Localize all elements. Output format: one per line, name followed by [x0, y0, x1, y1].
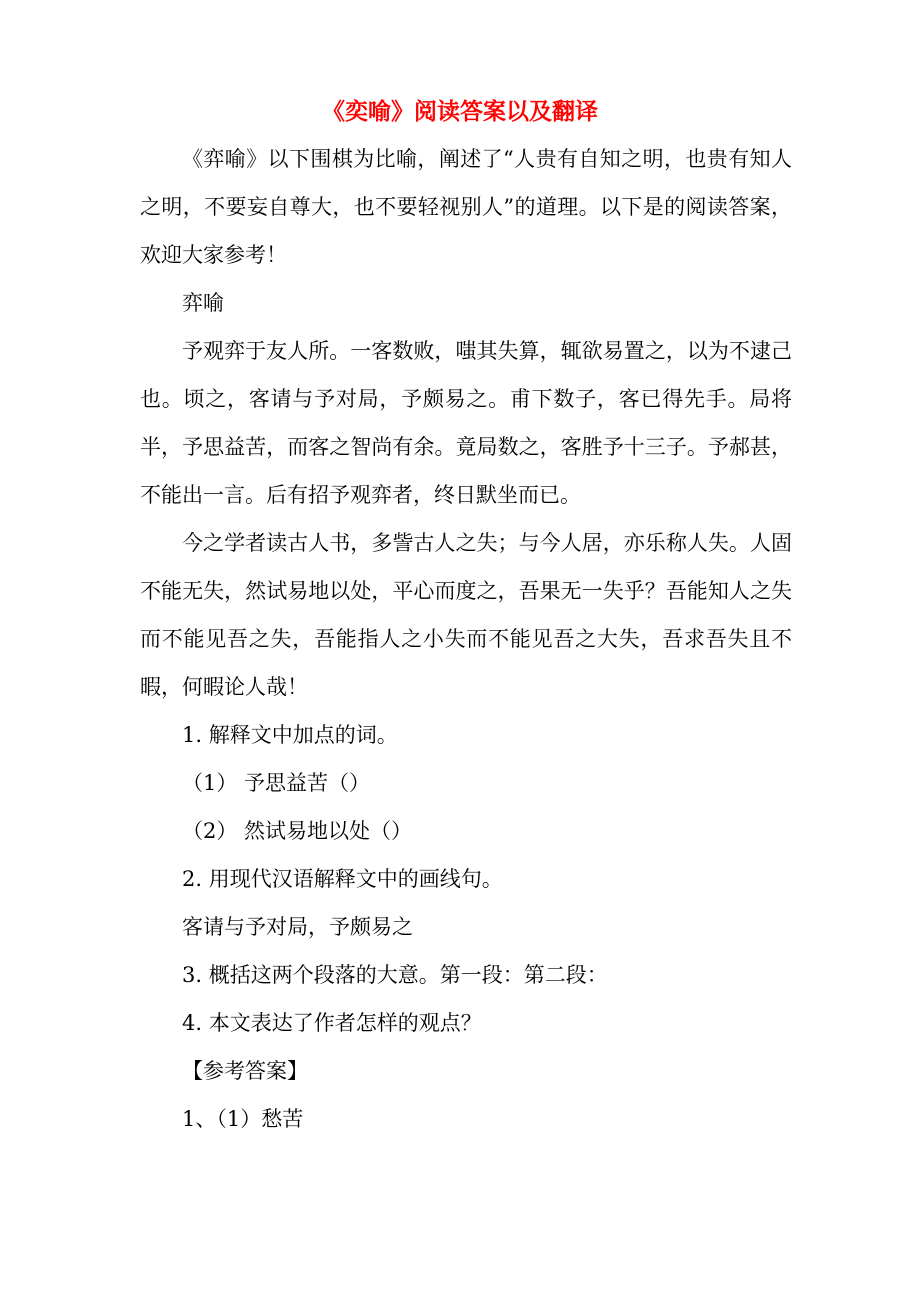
passage-paragraph-1: 予观弈于友人所。一客数败，嗤其失算，辄欲易置之，以为不逮己也。顷之，客请与予对局，予颇易之。甫下数子，客已得先手。局将半，予思益苦，而客之智尚有余。竟局数之，客胜予十三子。予郝甚，不能出一言。后有招予观弈者，终日默坐而已。 [140, 339, 792, 507]
document-title: 《奕喻》阅读答案以及翻译 [322, 98, 598, 125]
question-2-sentence: 客请与予对局，予颇易之 [182, 915, 413, 939]
answer-1: 1、（1）愁苦 [182, 1107, 304, 1131]
passage-paragraph-2: 今之学者读古人书，多訾古人之失；与今人居，亦乐称人失。人固不能无失，然试易地以处，平心而度之，吾果无一失乎？吾能知人之失而不能见吾之失，吾能指人之小失而不能见吾之大失，吾求吾失且不暇，何暇论人哉！ [140, 531, 792, 699]
question-1-item-1: （1） 予思益苦（） [182, 771, 371, 795]
question-2: 2. 用现代汉语解释文中的画线句。 [182, 867, 503, 891]
question-4: 4. 本文表达了作者怎样的观点？ [182, 1011, 482, 1035]
question-1-item-2: （2） 然试易地以处（） [182, 819, 413, 843]
question-1: 1. 解释文中加点的词。 [182, 723, 398, 747]
text-heading: 弈喻 [182, 291, 224, 315]
answers-heading: 【参考答案】 [182, 1059, 308, 1083]
intro-paragraph: 《弈喻》以下围棋为比喻，阐述了“人贵有自知之明，也贵有知人之明，不要妄自尊大，也不要轻视别人”的道理。以下是的阅读答案，欢迎大家参考！ [140, 147, 792, 267]
question-3: 3. 概括这两个段落的大意。第一段：第二段： [182, 963, 608, 987]
